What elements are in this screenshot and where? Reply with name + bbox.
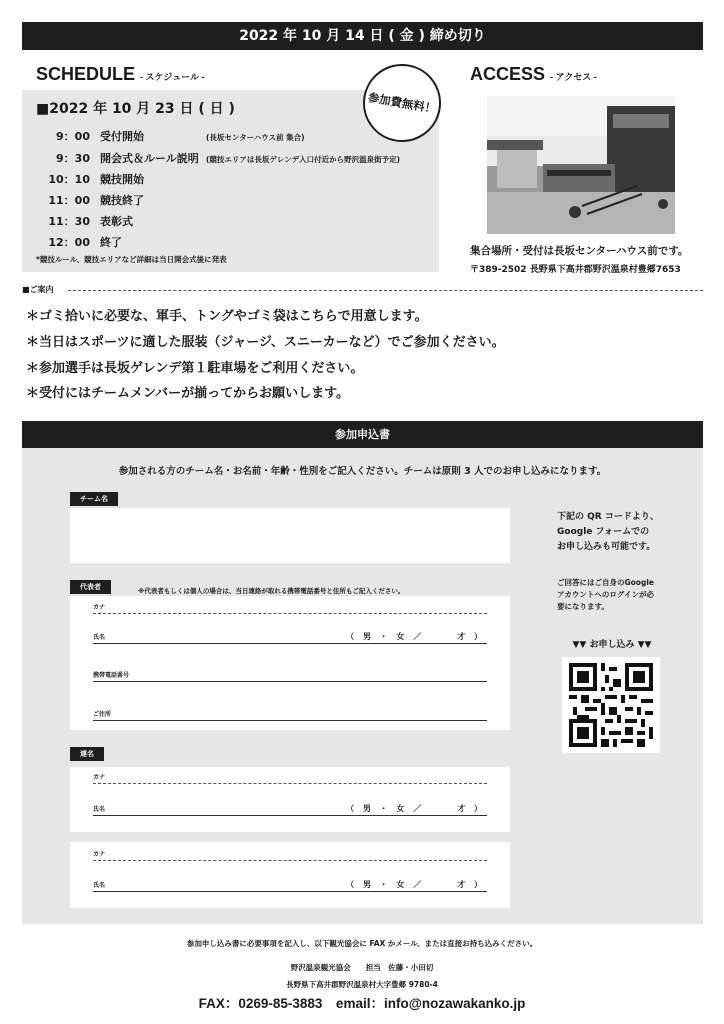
schedule-row [36,150,400,166]
meeting-point-caption: 集合場所・受付は長坂センターハウス前です。 [470,245,689,257]
apply-label: ▼▼ お申し込み ▼▼ [572,640,652,650]
schedule-note: (長坂センターハウス前 集合) [206,133,305,142]
schedule-label: 競技終了 [100,194,144,207]
guide-divider [68,290,703,291]
gender-age-label: （ 男 ・ 女 ／ 才 ） [346,632,485,641]
qr-login-line: ご回答にはご自身のGoogle [557,578,654,587]
schedule-title: SCHEDULE [36,64,136,84]
kana-label: カナ [93,774,106,781]
qr-text-line: 下記の QR コードより、 [557,512,659,522]
member2-kana-field[interactable] [93,847,487,861]
schedule-time: 11：30 [48,215,90,228]
schedule-label: 競技開始 [100,173,144,186]
access-subtitle: - アクセス - [550,72,597,82]
deadline-banner: 2022 年 10 月 14 日 ( 金 ) 締め切り [22,22,703,50]
schedule-time: 9：00 [56,130,90,143]
rep-phone-field[interactable] [93,668,487,682]
kana-label: カナ [93,604,106,611]
team-name-field[interactable] [70,508,510,563]
representative-note: ※代表者もしくは個人の場合は、当日連絡が取れる携帯電話番号と住所もご記入ください。 [138,587,405,595]
name-label: 氏名 [93,806,106,813]
schedule-heading [36,64,205,85]
fax-email-contact: FAX：0269-85-3883 email：info@nozawakanko.jp [198,996,526,1011]
guide-item: ＊当日はスポーツに適した服装（ジャージ、スニーカーなど）でご参加ください。 [26,335,505,350]
qr-text-line: Google フォームでの [557,527,650,537]
schedule-time: 11：00 [48,194,90,207]
free-entry-text: 参加費無料！ [366,90,438,116]
rep-kana-field[interactable] [93,600,487,614]
gender-age-label: （ 男 ・ 女 ／ 才 ） [346,880,485,889]
name-label: 氏名 [93,634,106,641]
name-label: 氏名 [93,882,106,889]
access-title: ACCESS [470,64,546,84]
member1-kana-field[interactable] [93,770,487,784]
schedule-label: 開会式＆ルール説明 [100,152,199,165]
schedule-row [36,234,200,250]
schedule-footnote: *競技ルール、競技エリアなど詳細は当日開会式後に発表 [36,255,227,264]
schedule-row [36,128,305,144]
address-label: ご住所 [93,711,112,718]
schedule-time: 12：00 [48,236,90,249]
schedule-subtitle: - スケジュール - [140,72,205,82]
meeting-point-address: 〒389-2502 長野県下高井郡野沢温泉村豊郷7653 [470,265,681,275]
schedule-time: 9：30 [56,152,90,165]
kana-label: カナ [93,851,106,858]
building-image-icon [487,96,675,234]
team-name-tag: チーム名 [70,492,118,506]
member-tag: 連名 [70,747,104,761]
member1-name-field[interactable] [93,802,487,816]
schedule-row [36,213,200,229]
submission-instructions: 参加申し込み書に必要事項を記入し、以下観光協会に FAX かメール、または直接お持ち込みください。 [186,939,538,948]
guide-item: ＊受付にはチームメンバーが揃ってからお願いします。 [26,386,350,401]
schedule-time: 10：10 [48,173,90,186]
qr-code[interactable] [562,657,660,753]
qr-description [557,510,687,555]
qr-text-line: お申し込みも可能です。 [557,542,656,552]
member2-name-field[interactable] [93,878,487,892]
organizer-address: 長野県下高井郡野沢温泉村大字豊郷 9780-4 [286,980,438,989]
schedule-row [36,192,200,208]
schedule-label: 受付開始 [100,130,144,143]
schedule-note: (競技エリアは長坂ゲレンデ入口付近から野沢温泉街予定) [206,155,401,164]
application-form-header: 参加申込書 [22,421,703,448]
access-heading [470,64,597,85]
qr-login-line: アカウントへのログインが必 [557,590,655,599]
schedule-label: 表彰式 [100,215,133,228]
guide-item: ＊ゴミ拾いに必要な、軍手、トングやゴミ袋はこちらで用意します。 [26,309,428,324]
form-instructions: 参加される方のチーム名・お名前・年齢・性別をご記入ください。チームは原則 3 人でのお申し込みになります。 [118,466,607,477]
organizer-contact: 野沢温泉観光協会 担当 佐藤・小田切 [290,963,434,972]
rep-address-field[interactable] [93,707,487,721]
guide-item: ＊参加選手は長坂ゲレンデ第１駐車場をご利用ください。 [26,361,364,376]
schedule-label: 終了 [100,236,122,249]
gender-age-label: （ 男 ・ 女 ／ 才 ） [346,804,485,813]
event-date: ■2022 年 10 月 23 日 ( 日 ) [36,101,235,117]
representative-tag: 代表者 [70,580,111,594]
phone-label: 携帯電話番号 [93,672,130,679]
qr-login-line: 要になります。 [557,602,609,611]
center-house-photo [487,96,675,234]
rep-name-field[interactable] [93,630,487,644]
schedule-row [36,171,200,187]
qr-login-note [557,577,687,613]
guide-heading: ■ご案内 [22,285,54,294]
qr-code-icon [569,663,653,747]
